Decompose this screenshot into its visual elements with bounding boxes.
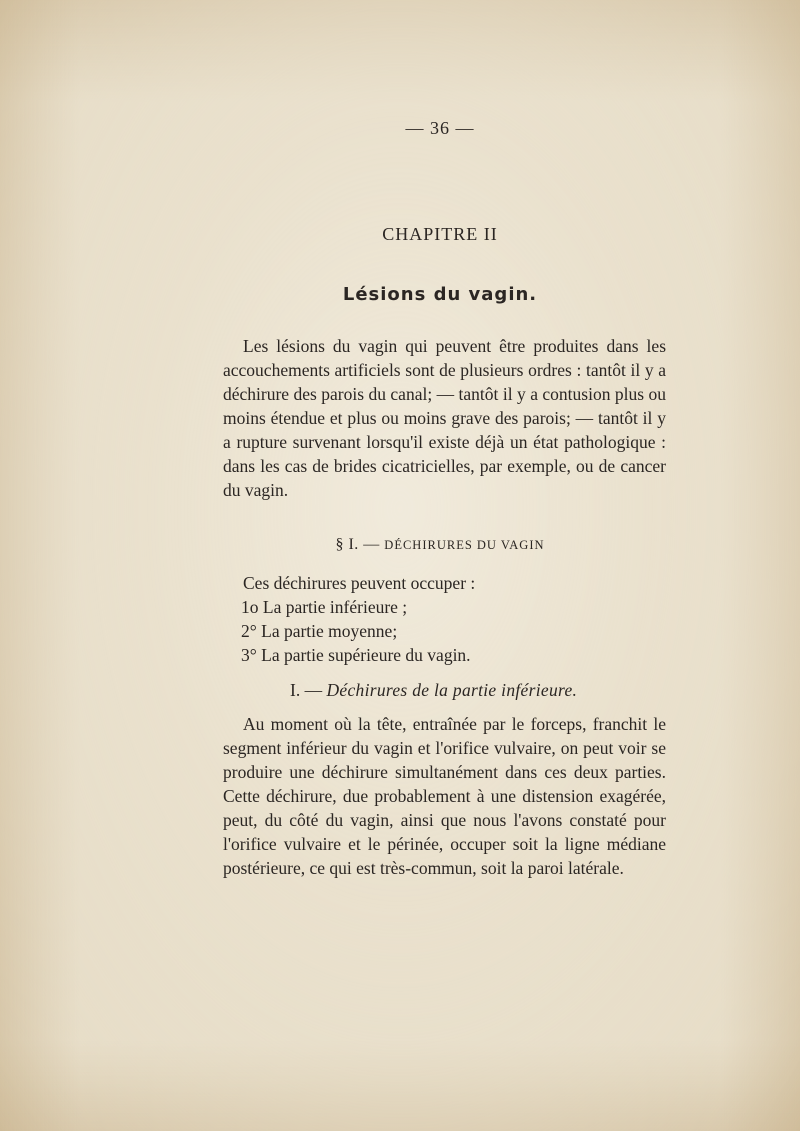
chapter-heading: CHAPITRE II xyxy=(382,224,498,244)
chapter-title: Lésions du vagin. xyxy=(342,284,538,305)
intro-paragraph: Les lésions du vagin qui peuvent être produites dans les accouchements artificiels sont de plusieurs ordres : tantôt il y a déchirure des parois du canal; — tantôt il y a contusion plus ou moins étendue et plus ou moins grave des parois; — tantôt il y a rupture survenant lorsqu'il existe déjà un état pathologique : dans les cas de brides cicatricielles, par exemple, ou de cancer du vagin. xyxy=(223,336,666,500)
subsection-title: Déchirures de la partie inférieure. xyxy=(326,680,578,700)
section-prefix: § I. — xyxy=(335,536,380,553)
subsection-prefix: I. — xyxy=(290,680,323,700)
subsection-heading xyxy=(290,680,577,701)
list-item: 2° La partie moyenne; xyxy=(241,621,398,641)
intro-block xyxy=(223,334,666,502)
location-list xyxy=(223,595,666,667)
page-number: — 36 — xyxy=(405,118,475,138)
list-block xyxy=(223,571,666,667)
body-paragraph: Au moment où la tête, entraînée par le forceps, franchit le segment inférieur du vagin et l'orifice vulvaire, on peut voir se produire une déchirure simultanément dans ces deux parties. Cette déchirure, due probablement à une distension exagérée, peut, du côté du vagin, ainsi que nous l'avons constaté pour l'orifice vulvaire et le périnée, occuper soit la ligne médiane postérieure, ce qui est très-commun, soit la paroi latérale. xyxy=(223,714,666,878)
list-intro: Ces déchirures peuvent occuper : xyxy=(243,573,476,593)
list-item: 3° La partie supérieure du vagin. xyxy=(241,645,471,665)
list-item: 1o La partie inférieure ; xyxy=(241,597,408,617)
body-block xyxy=(223,712,666,880)
section-title: DÉCHIRURES DU VAGIN xyxy=(384,538,545,552)
section-heading xyxy=(0,536,800,554)
